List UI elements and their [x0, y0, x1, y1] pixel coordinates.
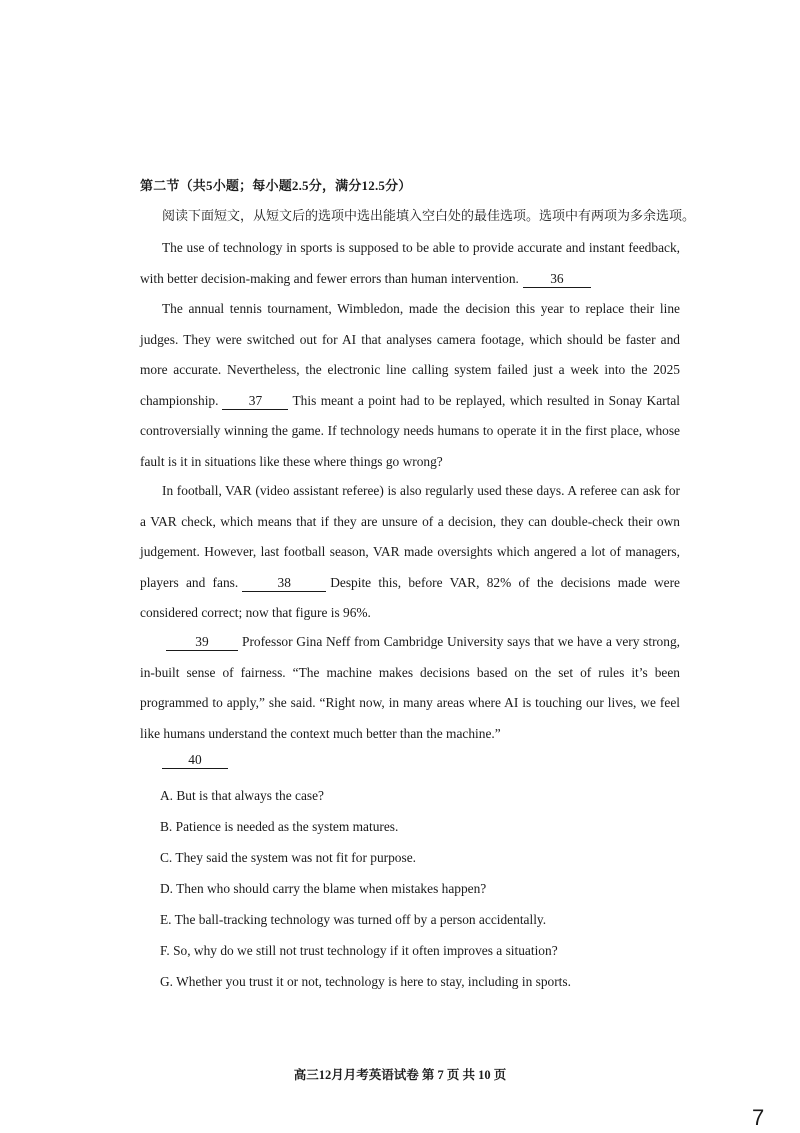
options-list: [160, 780, 571, 997]
option-g: G. Whether you trust it or not, technology is here to stay, including in sports.: [160, 974, 571, 989]
blank-38: 38: [242, 575, 326, 592]
option-a: A. But is that always the case?: [160, 788, 324, 803]
paragraph-3: [140, 476, 680, 629]
paragraph-5: [158, 752, 232, 769]
option-b: B. Patience is needed as the system matures.: [160, 819, 399, 834]
paragraph-1-text: The use of technology in sports is supposed to be able to provide accurate and instant feedback, with better decision-making and fewer errors than human intervention.: [140, 240, 680, 286]
page-number: 7: [752, 1105, 765, 1130]
paragraph-2-text-b: This meant a point had to be replayed, which resulted in Sonay Kartal controversially winning the game. If technology needs humans to operate it in the first place, whose fault is it in situations like these where things go wrong?: [140, 392, 680, 469]
blank-39: 39: [166, 634, 238, 651]
page-footer: 高三12月月考英语试卷 第 7 页 共 10 页: [293, 1068, 507, 1082]
paragraph-2: [140, 294, 680, 477]
option-e: E. The ball-tracking technology was turned off by a person accidentally.: [160, 912, 547, 927]
blank-40: 40: [162, 752, 228, 769]
section-instructions: 阅读下面短文，从短文后的选项中选出能填入空白处的最佳选项。选项中有两项为多余选项。: [162, 208, 696, 223]
option-f: F. So, why do we still not trust technology if it often improves a situation?: [160, 943, 558, 958]
blank-36: 36: [523, 271, 591, 288]
option-d: D. Then who should carry the blame when mistakes happen?: [160, 881, 487, 896]
paragraph-3-text-b: Despite this, before VAR, 82% of the decisions made were considered correct; now that figure is 96%.: [140, 574, 680, 620]
blank-37: 37: [222, 393, 288, 410]
paragraph-3-text-a: In football, VAR (video assistant referee) is also regularly used these days. A referee can ask for a VAR check, which means that if they are unsure of a decision, they can double-check their own judgement. However, last football season, VAR made oversights which angered a lot of managers, players and fans.: [140, 483, 680, 590]
paragraph-4: [140, 627, 680, 749]
option-c: C. They said the system was not fit for purpose.: [160, 850, 416, 865]
paragraph-1: [140, 233, 680, 294]
section-title: 第二节（共5小题；每小题2.5分，满分12.5分）: [140, 178, 412, 193]
paragraph-4-text: Professor Gina Neff from Cambridge University says that we have a very strong, in-built sense of fairness. “The machine makes decisions based on the set of rules it’s been programmed to apply,” she said. “Right now, in many areas where AI is touching our lives, we feel like humans understand the context much better than the machine.”: [140, 634, 680, 741]
paragraph-2-text-a: The annual tennis tournament, Wimbledon, made the decision this year to replace their line judges. They were switched out for AI that analyses camera footage, which should be faster and more accurate. Nevertheless, the electronic line calling system failed just a week into the 2025 championship.: [140, 301, 680, 408]
